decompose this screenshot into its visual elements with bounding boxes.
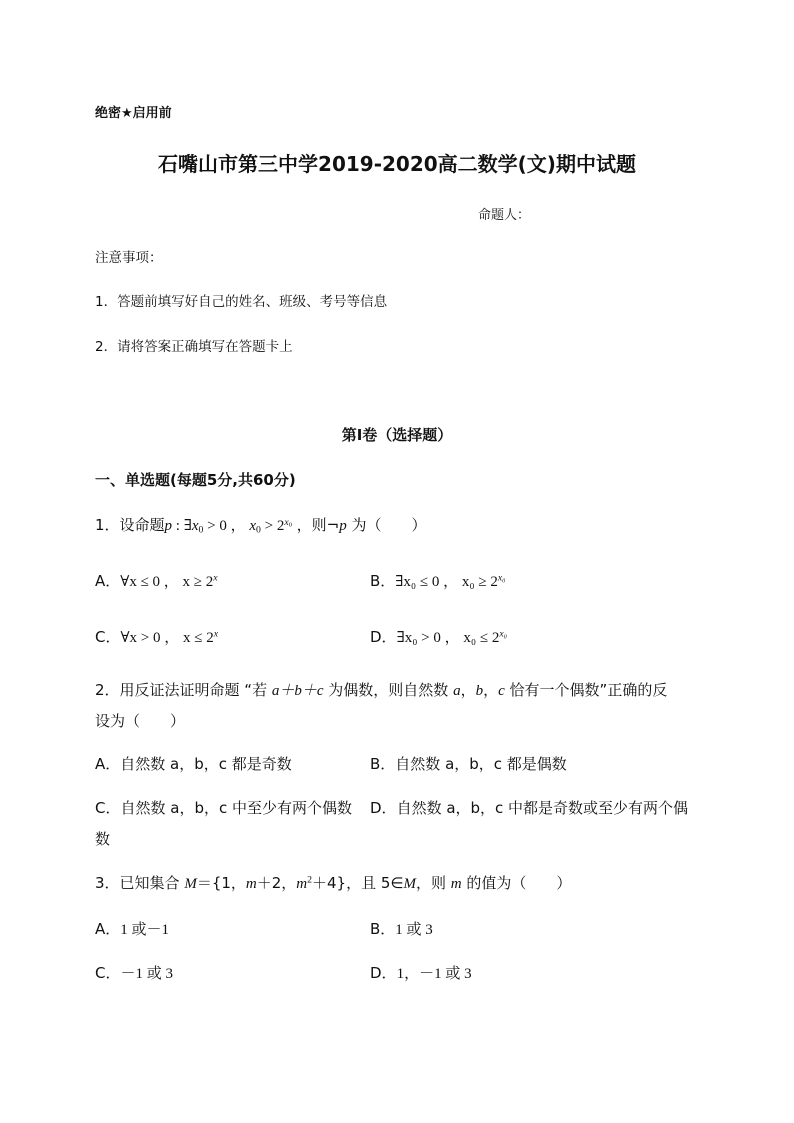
question-3: 3．已知集合 M＝{1，m＋2，$m^2+4$}，且 5∈M，则 m 的值为（ ） — [95, 874, 572, 892]
notes-heading: 注意事项： — [95, 250, 163, 266]
q3-option-a[interactable]: A．1 或－1 — [95, 920, 170, 938]
part-title: 一、单选题(每题5分,共60分) — [95, 471, 296, 489]
q1-option-a[interactable]: A．∀x ≤ 0 ， $x \ge 2^x$ — [95, 572, 218, 590]
q2-option-d[interactable]: D．自然数 a，b，c 中都是奇数或至少有两个偶 — [370, 799, 689, 817]
question-2-line-2: 设为（ ） — [95, 712, 186, 730]
q2-option-d-continuation: 数 — [95, 830, 111, 848]
q2-option-a[interactable]: A．自然数 a，b，c 都是奇数 — [95, 755, 292, 773]
secret-mark: 绝密★启用前 — [95, 106, 172, 121]
q2-option-b[interactable]: B．自然数 a，b，c 都是偶数 — [370, 755, 567, 773]
q3-option-c[interactable]: C．－1 或 3 — [95, 964, 173, 982]
q3-option-b[interactable]: B．1 或 3 — [370, 920, 433, 938]
q1-option-b[interactable]: B．∃x₀ ≤ 0 ， $x_0 \ge 2^{x_0}$ — [370, 572, 506, 590]
page-title: 石嘴山市第三中学2019-2020高二数学(文)期中试题 — [158, 152, 636, 176]
q3-option-d[interactable]: D．1，－1 或 3 — [370, 964, 472, 982]
q2-option-c[interactable]: C．自然数 a，b，c 中至少有两个偶数 — [95, 799, 352, 817]
question-2: 2．用反证法证明命题 “若 a＋b＋c 为偶数，则自然数 a，b，c 恰有一个偶数”正确的反 — [95, 681, 668, 699]
q1-option-c[interactable]: C．∀x > 0 ， $x \le 2^x$ — [95, 628, 219, 646]
q1-option-d[interactable]: D．∃x₀ > 0 ， $x_0 \le 2^{x_0}$ — [370, 628, 508, 646]
note-item-1: 1．答题前填写好自己的姓名、班级、考号等信息 — [95, 294, 388, 310]
author-label: 命题人： — [478, 208, 531, 223]
section-title: 第I卷（选择题） — [341, 426, 453, 444]
question-1: 1．设命题p : $\exists x_0 > 0$ ， $x_0 > 2^{x_0}$ ，则¬p 为（ ） — [95, 516, 427, 536]
note-item-2: 2．请将答案正确填写在答题卡上 — [95, 339, 293, 355]
